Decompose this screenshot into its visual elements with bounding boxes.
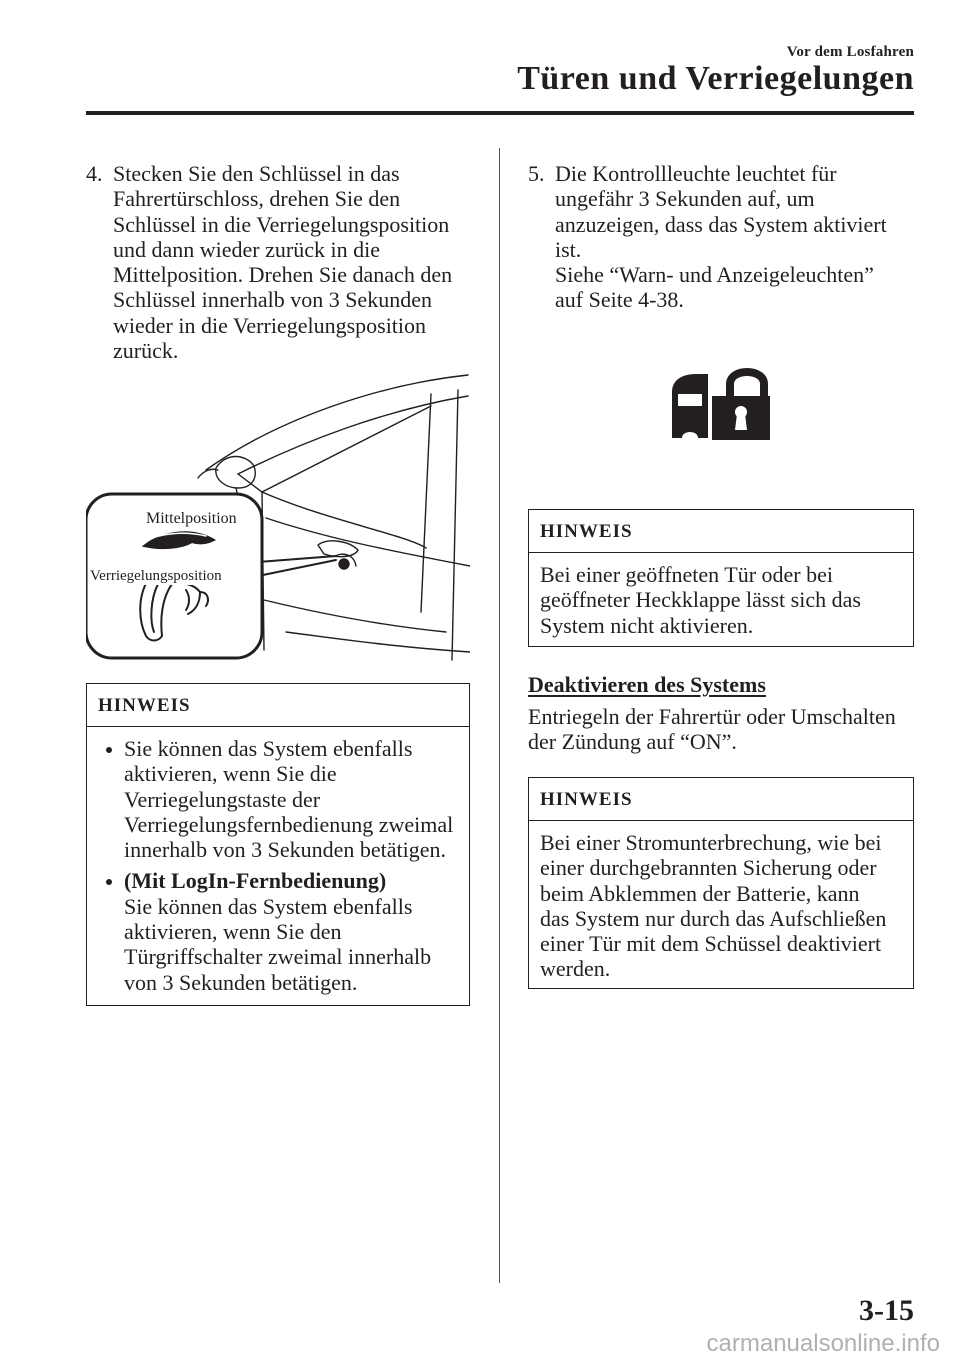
note-line: Türgriffschalter zweimal innerhalb [124, 944, 432, 970]
note-line: geöffneter Heckklappe lässt sich das [540, 587, 861, 613]
label-mittelposition: Mittelposition [146, 510, 237, 527]
lock-cylinder-icon [339, 559, 349, 569]
step-line: zurück. [113, 338, 179, 364]
step-line: ist. [555, 236, 582, 262]
note-line: Verriegelungstaste der [124, 786, 321, 812]
step-line: Schlüssel in die Verriegelungsposition [113, 211, 450, 237]
note-line: System nicht aktivieren. [540, 612, 754, 638]
note-heading: HINWEIS [87, 684, 469, 727]
note-line: werden. [540, 956, 611, 982]
note-box-right-1 [528, 509, 914, 647]
note-line: von 3 Sekunden betätigen. [124, 969, 358, 995]
note-line: einer durchgebrannten Sicherung oder [540, 855, 877, 881]
note-line: Verriegelungsfernbedienung zweimal [124, 811, 454, 837]
door-lock-figure [86, 370, 470, 662]
step-line: Fahrertürschloss, drehen Sie den [113, 186, 401, 212]
step-number: 4. [86, 161, 103, 186]
step-line: Mittelposition. Drehen Sie danach den [113, 262, 453, 288]
step-text [555, 161, 887, 313]
step-line: Stecken Sie den Schlüssel in das [113, 161, 400, 186]
step-line: auf Seite 4-38. [555, 287, 684, 313]
section-heading: Deaktivieren des Systems [528, 672, 766, 697]
note-line: Sie können das System ebenfalls [124, 893, 413, 919]
note-line: Sie können das System ebenfalls [124, 736, 413, 761]
step-line: anzuzeigen, dass das System aktiviert [555, 211, 887, 237]
note-line: innerhalb von 3 Sekunden betätigen. [124, 837, 446, 863]
note-line: einer Tür mit dem Schüssel deaktiviert [540, 931, 882, 957]
step-number: 5. [528, 161, 545, 186]
page-number: 3-15 [859, 1294, 914, 1327]
header-rule [86, 111, 914, 115]
note-body [529, 553, 913, 650]
note-box-left [86, 683, 470, 1006]
step-5 [528, 161, 928, 321]
step-line: Siehe “Warn- und Anzeigeleuchten” [555, 262, 874, 288]
note-body [529, 821, 913, 994]
section-subtitle: Vor dem Losfahren [786, 44, 914, 60]
note-line: beim Abklemmen der Batterie, kann [540, 880, 860, 906]
note-line: Bei einer geöffneten Tür oder bei [540, 562, 834, 587]
page-title: Türen und Verriegelungen [517, 60, 914, 97]
note-bullet [98, 736, 461, 862]
security-indicator-icon [668, 366, 772, 446]
step-line: wieder in die Verriegelungsposition [113, 312, 427, 338]
note-line: das System nur durch das Aufschließen [540, 905, 887, 931]
paragraph-line: Entriegeln der Fahrertür oder Umschalten [528, 704, 896, 729]
note-bullet-heading: (Mit LogIn-Fernbedienung) [124, 868, 387, 894]
column-divider [499, 148, 500, 1283]
step-line: und dann wieder zurück in die [113, 236, 380, 262]
note-line: aktivieren, wenn Sie die [124, 761, 337, 787]
bullet-dot-icon [106, 879, 112, 885]
label-verriegelungsposition: Verriegelungsposition [90, 568, 222, 584]
step-line: ungefähr 3 Sekunden auf, um [555, 186, 815, 212]
step-line: Die Kontrollleuchte leuchtet für [555, 161, 837, 186]
note-heading: HINWEIS [529, 510, 913, 553]
note-body [87, 727, 469, 1013]
note-box-right-2 [528, 777, 914, 989]
step-line: Schlüssel innerhalb von 3 Sekunden [113, 287, 432, 313]
note-heading: HINWEIS [529, 778, 913, 821]
note-bullet [98, 868, 461, 994]
door-lock-illustration [86, 370, 470, 662]
note-line: Bei einer Stromunterbrechung, wie bei [540, 830, 882, 855]
watermark: carmanualsonline.info [706, 1330, 940, 1357]
note-line: aktivieren, wenn Sie den [124, 919, 342, 945]
bullet-dot-icon [106, 747, 112, 753]
step-4 [86, 161, 486, 371]
step-text [113, 161, 452, 363]
section-paragraph [528, 704, 896, 755]
paragraph-line: der Zündung auf “ON”. [528, 729, 737, 755]
